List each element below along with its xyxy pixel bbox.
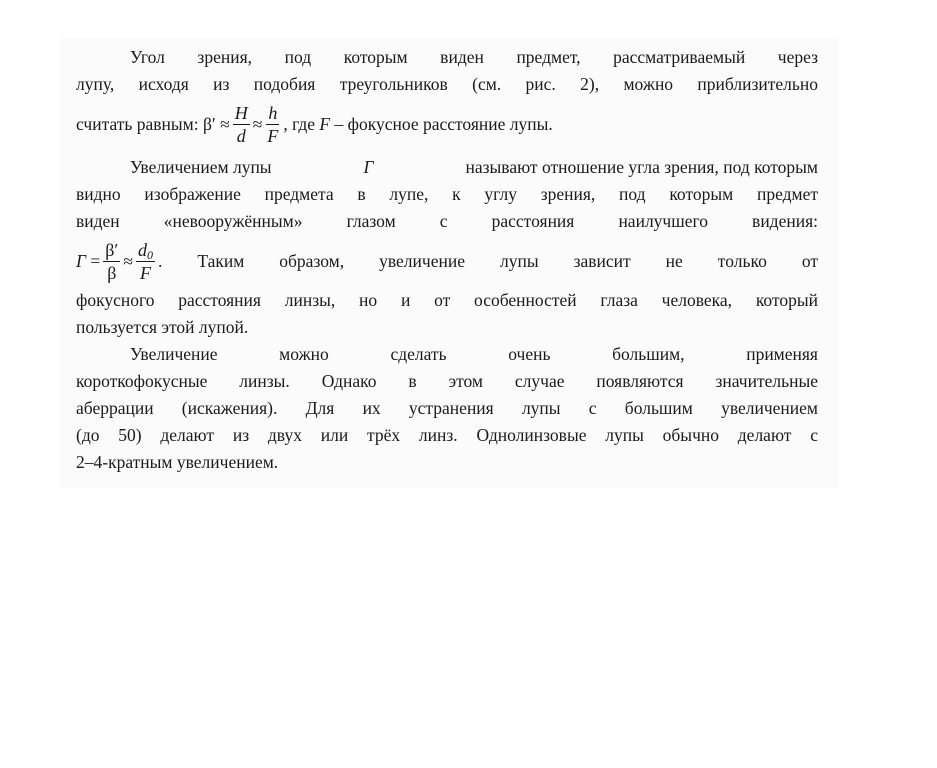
fraction-H-over-d [233,102,250,147]
approx-sign: ≈ [252,113,263,134]
p2-line-1-pre: Увеличением лупы [130,157,272,177]
variable-G: Г [363,157,374,177]
p1-line-3-comma-where: , где [283,113,316,134]
fraction-d0-over-F [136,239,155,284]
p3-line-1: Увеличение можно сделать очень большим, применяя [130,344,818,364]
paragraph-3 [76,341,818,476]
p2-line-1 [76,154,818,181]
p1-line-3-tail: – фокусное расстояние лупы. [334,113,553,134]
p1-line-2: лупу, исходя из подобия треугольников (см. рис. 2), можно приблизительно [76,74,818,94]
d-symbol: d [137,239,147,260]
p3-line-5: 2–4-кратным увеличением. [76,452,279,472]
p3-line-3: аберрации (искажения). Для их устранения лупы с большим увеличением [76,398,818,418]
p2-line-3: виден «невооружённым» глазом с расстояния наилучшего видения: [76,211,818,231]
paragraph-1 [76,44,818,150]
p1-line-1: Угол зрения, под которым виден предмет, рассматриваемый через [130,47,818,67]
fraction-numerator: h [268,102,278,123]
p1-line-3-formula [76,98,818,150]
fraction-denominator: F [139,262,151,283]
document-text [76,44,818,476]
p2-line-1-post: называют отношение угла зрения, под которым [465,157,818,177]
fraction-denominator: F [267,125,279,146]
p2-line-4-post: . Таким образом, увеличение лупы зависит не только от [157,250,818,271]
p2-line-5: фокусного расстояния линзы, но и от особенностей глаза человека, который [76,290,818,310]
fraction-denominator: β [107,262,117,283]
equals-sign: = [90,250,101,271]
variable-F: F [319,113,331,134]
fraction-numerator: β′ [105,239,119,260]
p3-line-4: (до 50) делают из двух или трёх линз. Однолинзовые лупы обычно делают с [76,425,818,445]
fraction-denominator: d [236,125,246,146]
p3-line-2: короткофокусные линзы. Однако в этом случае появляются значительные [76,371,818,391]
magnification-formula [76,239,158,284]
p2-line-6: пользуется этой лупой. [76,317,249,337]
p1-line-3-prefix: считать равным: β′ ≈ [76,113,230,134]
fraction-beta-prime-over-beta [103,239,120,284]
fraction-numerator [136,239,155,262]
p2-line-4-formula [76,235,818,287]
subscript-zero: 0 [146,247,153,262]
paragraph-2 [76,154,818,341]
fraction-h-over-F [265,102,280,147]
fraction-numerator: H [234,102,248,123]
approx-sign: ≈ [123,250,133,271]
variable-G-formula: Г [76,250,86,271]
p2-line-2: видно изображение предмета в лупе, к углу зрения, под которым предмет [76,184,818,204]
